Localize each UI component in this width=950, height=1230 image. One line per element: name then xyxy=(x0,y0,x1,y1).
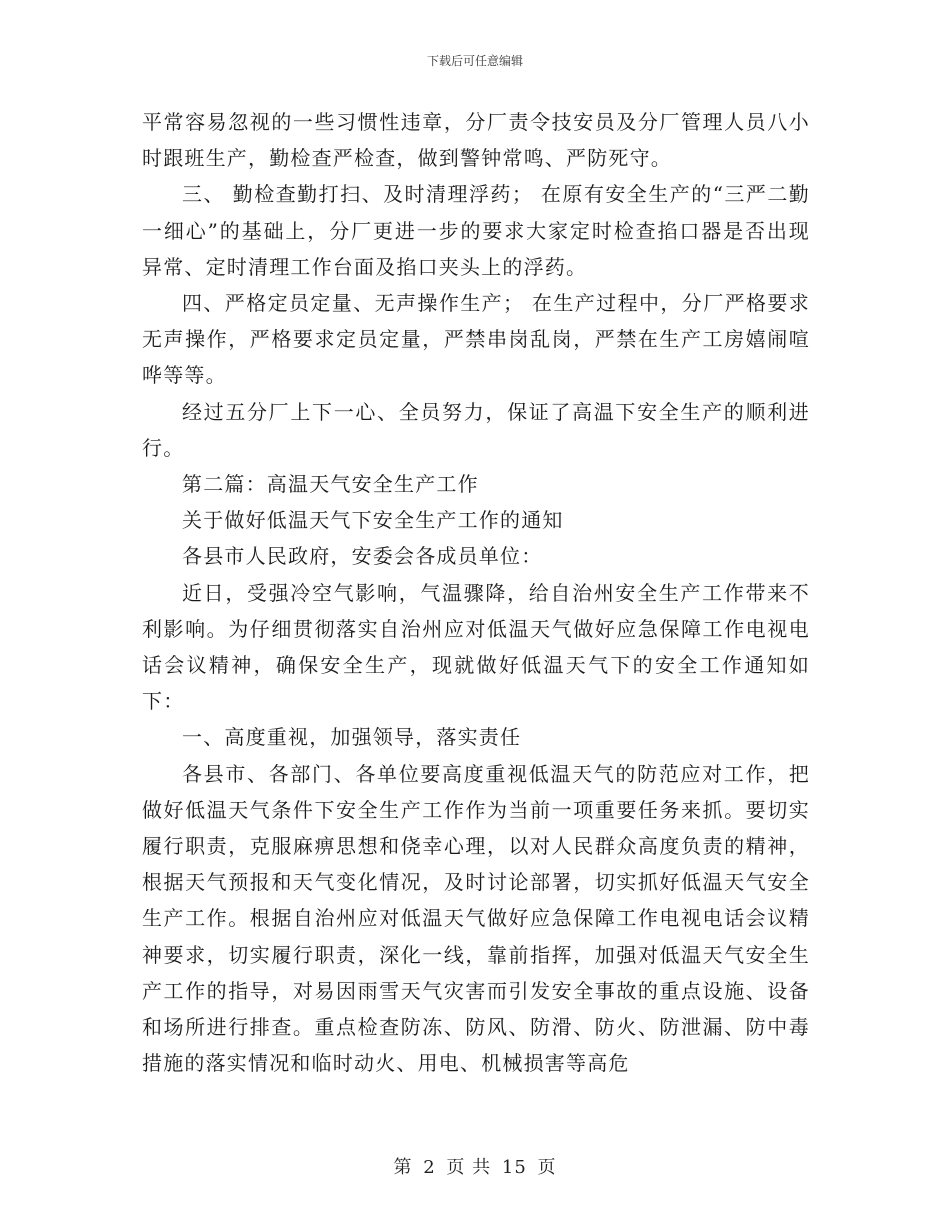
paragraph: 四、严格定员定量、无声操作生产； 在生产过程中，分厂严格要求无声操作，严格要求定员定量，严禁串岗乱岗，严禁在生产工房嬉闹喧哗等等。 xyxy=(142,291,810,388)
notice-title: 关于做好低温天气下安全生产工作的通知 xyxy=(182,508,564,533)
document-body xyxy=(142,104,810,1081)
paragraph: 经过五分厂上下一心、全员努力，保证了高温下安全生产的顺利进行。 xyxy=(142,399,810,460)
page-header: 下载后可任意编辑 xyxy=(426,54,523,68)
paragraph: 平常容易忽视的一些习惯性违章，分厂责令技安员及分厂管理人员八小时跟班生产，勤检查严检查，做到警钟常鸣、严防死守。 xyxy=(142,110,810,171)
paragraph: 各县市、各部门、各单位要高度重视低温天气的防范应对工作，把做好低温天气条件下安全生产工作作为当前一项重要任务来抓。要切实履行职责，克服麻痹思想和侥幸心理，以对人民群众高度负责的精神，根据天气预报和天气变化情况，及时讨论部署，切实抓好低温天气安全生产工作。根据自治州应对低温天气做好应急保障工作电视电话会议精神要求，切实履行职责，深化一线，靠前指挥，加强对低温天气安全生产工作的指导，对易因雨雪天气灾害而引发安全事故的重点设施、设备和场所进行排查。重点检查防冻、防风、防滑、防火、防泄漏、防中毒措施的落实情况和临时动火、用电、机械损害等高危 xyxy=(142,761,810,1076)
paragraph: 三、 勤检查勤打扫、及时清理浮药； 在原有安全生产的“三严二勤一细心”的基础上，分厂更进一步的要求大家定时检查掐口器是否出现异常、定时清理工作台面及掐口夹头上的浮药。 xyxy=(142,182,810,279)
footer-suffix: 页 xyxy=(537,1157,557,1178)
footer-mid: 页 共 xyxy=(446,1157,492,1178)
total-pages: 15 xyxy=(501,1157,527,1178)
page-number: 2 xyxy=(423,1157,436,1178)
salutation: 各县市人民政府，安委会各成员单位： xyxy=(182,544,543,569)
section-heading: 一、高度重视，加强领导，落实责任 xyxy=(182,725,522,750)
footer-prefix: 第 xyxy=(393,1157,413,1178)
section-title: 第二篇：高温天气安全生产工作 xyxy=(182,472,479,497)
paragraph: 近日，受强冷空气影响，气温骤降，给自治州安全生产工作带来不利影响。为仔细贯彻落实自治州应对低温天气做好应急保障工作电视电话会议精神，确保安全生产，现就做好低温天气下的安全工作通知如下： xyxy=(142,580,810,714)
page-footer xyxy=(0,1153,950,1179)
